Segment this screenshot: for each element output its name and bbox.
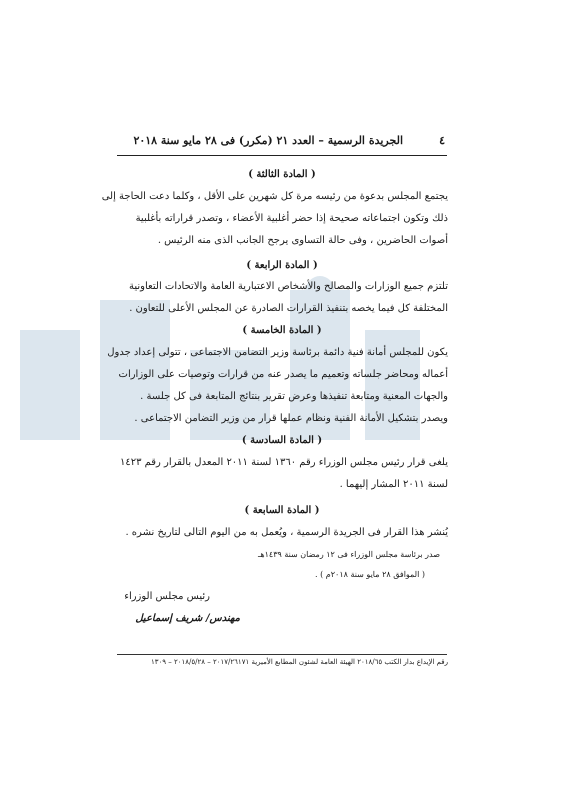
gazette-title: الجريدة الرسمية – العدد ٢١ (مكرر) فى ٢٨ مايو سنة ٢٠١٨ — [133, 134, 403, 147]
issued-line-1: صدر برئاسة مجلس الوزراء فى ١٢ رمضان سنة ١٤٣٩هـ — [258, 550, 440, 559]
page-header — [133, 134, 445, 152]
article-6-heading: ( المادة السادسة ) — [241, 435, 323, 446]
article-5-line-2: أعماله ومحاضر جلساته وتعميم ما يصدر عنه من قرارات وتوصيات على الوزارات — [118, 369, 448, 380]
watermark-logo — [10, 270, 430, 460]
article-4-line-2: المختلفة كل فيما يخصه بتنفيذ القرارات الصادرة عن المجلس الأعلى للتعاون . — [129, 303, 448, 314]
article-3-heading: ( المادة الثالثة ) — [248, 169, 316, 180]
header-divider — [117, 155, 447, 156]
article-5-line-3: والجهات المعنية ومتابعة تنفيذها وعرض تقرير بنتائج المتابعة فى كل جلسة . — [140, 391, 448, 402]
article-6-line-2: لسنة ٢٠١١ المشار إليهما . — [339, 479, 448, 490]
article-4-line-1: تلتزم جميع الوزارات والمصالح والأشخاص الاعتبارية العامة والاتحادات التعاونية — [129, 281, 448, 292]
article-4-heading: ( المادة الرابعة ) — [246, 260, 318, 271]
article-6-line-1: يلغى قرار رئيس مجلس الوزراء رقم ١٣٦٠ لسنة ٢٠١١ المعدل بالقرار رقم ١٤٢٣ — [119, 457, 448, 468]
deposit-footer: رقم الإيداع بدار الكتب ٢٠١٨/٦٥ الهيئة العامة لشئون المطابع الأميرية ٢٠١٧/٢٦١٧١ – ٢٠١٨/٥/٢٨ – ١٣٠٩ — [151, 658, 448, 666]
article-3-line-2: ذلك وتكون اجتماعاته صحيحة إذا حضر أغلبية الأعضاء ، وتصدر قراراته بأغلبية — [135, 213, 448, 224]
article-5-line-1: يكون للمجلس أمانة فنية دائمة برئاسة وزير التضامن الاجتماعى ، تتولى إعداد جدول — [107, 347, 448, 358]
article-3-line-1: يجتمع المجلس بدعوة من رئيسه مرة كل شهرين على الأقل ، وكلما دعت الحاجة إلى — [101, 191, 448, 202]
article-5-line-4: ويصدر بتشكيل الأمانة الفنية ونظام عملها قرار من وزير التضامن الاجتماعى . — [134, 413, 448, 424]
signature-name: مهندس/ شريف إسماعيل — [135, 613, 240, 624]
footer-divider — [117, 654, 447, 655]
article-7-line-1: يُنشر هذا القرار فى الجريدة الرسمية ، ويُعمل به من اليوم التالى لتاريخ نشره . — [125, 527, 448, 538]
article-7-heading: ( المادة السابعة ) — [244, 505, 320, 516]
article-5-heading: ( المادة الخامسة ) — [242, 325, 322, 336]
signature-title: رئيس مجلس الوزراء — [124, 591, 210, 602]
page-number: ٤ — [439, 134, 445, 147]
issued-line-2: ( الموافق ٢٨ مايو سنة ٢٠١٨م ) . — [315, 570, 425, 579]
article-3-line-3: أصوات الحاضرين ، وفى حالة التساوى يرجح الجانب الذى منه الرئيس . — [157, 235, 448, 246]
